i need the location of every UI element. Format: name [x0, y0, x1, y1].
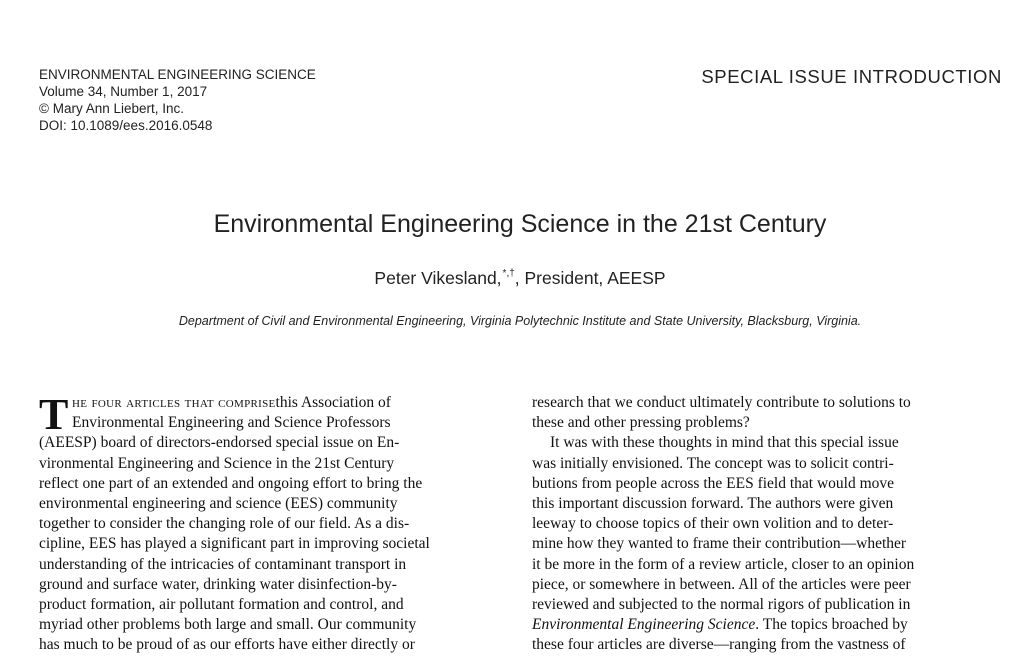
text-line: this important discussion forward. The authors were given [532, 495, 894, 513]
text-line: ground and surface water, drinking water disinfection-by- [39, 575, 397, 593]
text-line: butions from people across the EES field that would move [532, 474, 895, 492]
journal-metadata [39, 66, 316, 134]
copyright-line: © Mary Ann Liebert, Inc. [39, 101, 185, 116]
text-line: these four articles are diverse—ranging from the vastness of [532, 636, 906, 654]
text-line: has much to be proud of as our efforts have either directly or [39, 636, 415, 654]
text-line: it be more in the form of a review article, closer to an opinion [532, 555, 915, 573]
text-line: environmental engineering and science (EES) community [39, 495, 398, 513]
text-line: research that we conduct ultimately contribute to solutions to [532, 394, 911, 411]
text-line: understanding of the intricacies of contaminant transport in [39, 555, 407, 573]
journal-name: ENVIRONMENTAL ENGINEERING SCIENCE [39, 67, 316, 82]
drop-cap: T [39, 390, 69, 439]
article-title: Environmental Engineering Science in the 21st Century [213, 210, 827, 238]
lead-in-smallcaps: he four articles that comprise [72, 394, 276, 411]
text-line: he four articles that comprise this Association of [39, 393, 511, 413]
text-line: together to consider the changing role of our field. As a dis- [39, 515, 410, 533]
body-column-right [532, 393, 1002, 656]
text-line: reflect one part of an extended and ongoing effort to bring the [39, 474, 423, 492]
section-label: SPECIAL ISSUE INTRODUCTION [701, 66, 1002, 87]
text-line: Environmental Engineering and Science Professors [72, 414, 391, 432]
text-line: cipline, EES has played a significant part in improving societal [39, 535, 430, 553]
text-line: (AEESP) board of directors-endorsed special issue on En- [39, 434, 400, 452]
author-role: , President, AEESP [514, 268, 666, 288]
text-line: mine how they wanted to frame their contribution—whether [532, 535, 907, 553]
text-line: reviewed and subjected to the normal rigors of publication in [532, 596, 911, 614]
doi-line: DOI: 10.1089/ees.2016.0548 [39, 118, 213, 133]
author-line [0, 268, 1024, 289]
text-line: was initially envisioned. The concept was to solicit contri- [532, 454, 894, 472]
text-line: vironmental Engineering and Science in the 21st Century [39, 454, 395, 472]
text-line: Environmental Engineering Science . The topics broached by [532, 615, 1002, 635]
text-line: product formation, air pollutant formation and control, and [39, 596, 404, 614]
author-name: Peter Vikesland, [374, 268, 502, 288]
text-line: It was with these thoughts in mind that this special issue [550, 434, 899, 452]
journal-title-italic: Environmental Engineering Science [532, 616, 756, 634]
text-line: these and other pressing problems? [532, 414, 750, 432]
body-column-left [39, 390, 511, 656]
journal-volume: Volume 34, Number 1, 2017 [39, 84, 208, 99]
text-line: myriad other problems both large and small. Our community [39, 616, 417, 634]
text-line: piece, or somewhere in between. All of the articles were peer [532, 575, 911, 593]
author-footnote-marks: *,† [502, 268, 515, 279]
author-affiliation: Department of Civil and Environmental Engineering, Virginia Polytechnic Institute and State University, Blacksburg, Virginia. [178, 314, 862, 328]
text-line: leeway to choose topics of their own volition and to deter- [532, 515, 894, 533]
